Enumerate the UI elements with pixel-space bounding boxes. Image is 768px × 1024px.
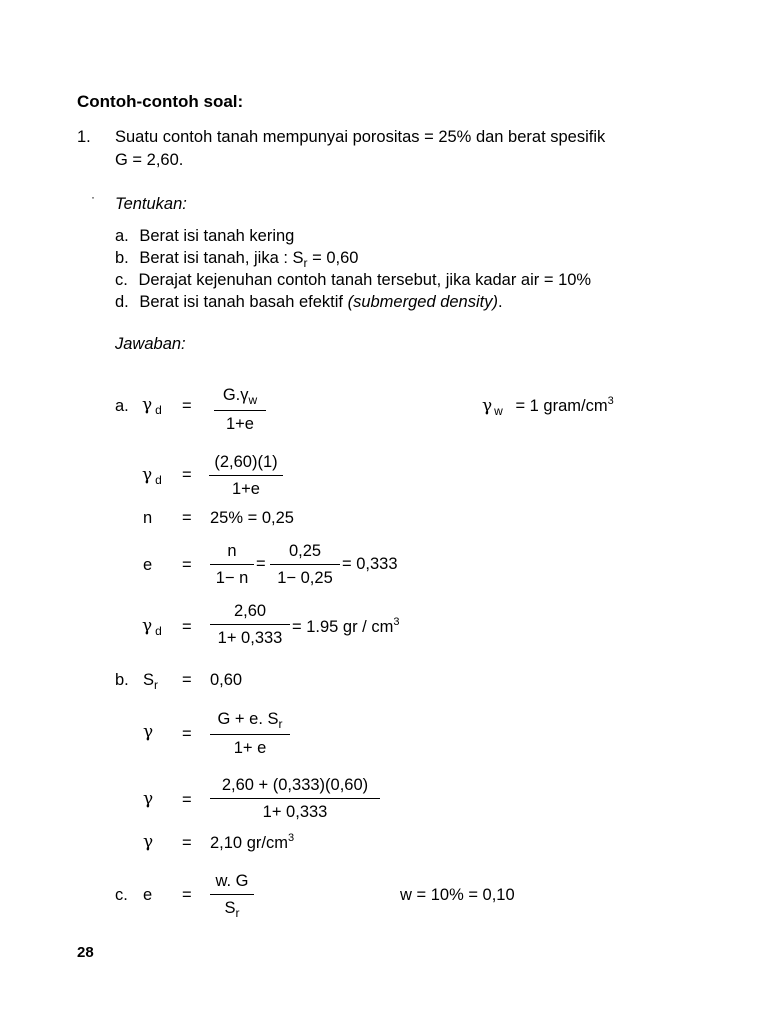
question-item-d [115,293,503,312]
item-text: Berat isi tanah, jika : S [139,249,304,267]
sr-value: 0,60 [210,671,243,689]
wet-density-result: 2,10 $gr/cm^3$ [210,832,295,852]
answer-a-label: a. [115,397,129,415]
fraction-gamma-d-formula: $G.\gamma_w$ 1+e [214,386,266,434]
equals-sign: = [182,834,192,852]
problem-number: 1. [77,128,91,146]
page-number: 28 [77,944,94,961]
equals-sign: = [182,791,192,809]
gamma-symbol: γ [143,789,154,809]
equals-sign: = [182,671,192,689]
gamma-d-symbol: γ $_d$ [142,616,162,638]
gamma-d-symbol: γ $_d$ [142,395,162,417]
bullet-mark: · [91,190,95,204]
fraction-025-over-075: 0,25 1− 0,25 [270,542,340,588]
problem-line-2: G = 2,60. [115,151,184,169]
fraction-wet-density-substituted: 2,60 + (0,333)(0,60) 1+ 0,333 [210,776,380,822]
equals-sign: = [182,466,192,484]
tentukan-label: Tentukan: [115,195,187,213]
gamma-symbol: γ [143,832,154,852]
void-ratio-result: = 0,333 [342,555,398,573]
fraction-wet-density-formula: G + e. $S_r$ 1+ e [210,710,290,758]
gamma-symbol: γ [143,722,154,742]
water-content-note: w = 10% = 0,10 [400,886,515,904]
equals-sign: = [182,618,192,636]
fraction-260-over-1333: 2,60 1+ 0,333 [210,602,290,648]
fraction-n-over-1-minus-n: n 1− n [210,542,254,588]
question-item-a [115,227,294,246]
section-heading: Contoh-contoh soal: [77,92,244,111]
item-letter: b. [115,249,129,267]
subscript: r [303,256,308,270]
gamma-w-note: γ $_w$ = 1 gram/$cm^3$ [482,395,614,418]
answer-b-label: b. [115,671,129,689]
item-letter: d. [115,293,129,311]
equals-sign: = [182,397,192,415]
item-letter: a. [115,227,129,245]
item-text-post: = 0,60 [307,249,359,267]
equals-sign: = [182,886,192,904]
question-item-b [115,249,358,270]
item-letter: c. [115,271,128,289]
equals-sign: = [182,725,192,743]
jawaban-label: Jawaban: [115,335,186,353]
variable-n: n [143,509,153,527]
answer-c-label: c. [115,886,128,904]
problem-line-1: Suatu contoh tanah mempunyai porositas = 25% dan berat spesifik [115,128,606,146]
question-item-c [115,271,591,290]
item-text: Derajat kejenuhan contoh tanah tersebut, jika kadar air = 10% [138,271,592,289]
porosity-value: 25% = 0,25 [210,509,294,527]
item-text: Berat isi tanah kering [139,227,295,245]
equals-sign: = [182,556,192,574]
item-text: Berat isi tanah basah efektif [139,293,348,311]
gamma-d-symbol: γ $_d$ [142,465,162,487]
variable-e: e [143,886,153,904]
sr-symbol: $S_r$ [143,671,159,692]
item-italic: (submerged density) [347,293,498,311]
item-tail: . [497,293,503,311]
fraction-gamma-d-substituted: (2,60)(1) 1+e [209,453,283,499]
fraction-wG-over-Sr: w. G $S_r$ [210,872,254,920]
variable-e: e [143,556,153,574]
dry-density-result: = 1.95 gr / $cm^3$ [292,616,400,636]
equals-sign: = [182,509,192,527]
equals-sign: = [256,555,266,573]
